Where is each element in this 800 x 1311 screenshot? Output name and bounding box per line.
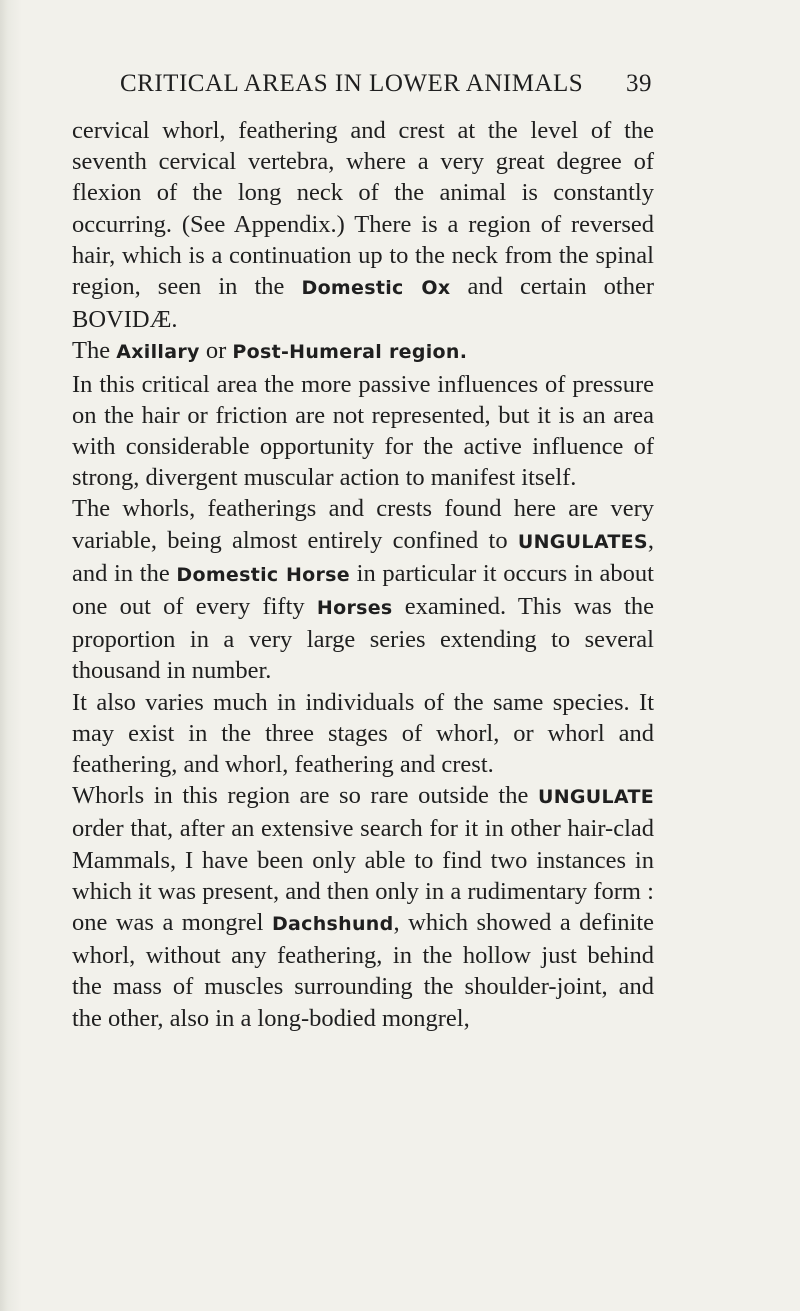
text-run: order that, after an extensive search for it in other hair-clad Mammals, I have been only able to find two instances in which it was present, and then only in a rudimentary form : one was a mongrel: [72, 815, 654, 937]
text-run: cervical whorl, feathering and crest at the level of the seventh cervical vertebra, where a very great degree of flexion of the long neck of the animal is constantly occurring. (See Appendix.) There is a region of reversed hair, which is a continuation up to the neck from the spinal region, seen in the: [72, 117, 654, 301]
text-run: The whorls, featherings and crests found here are very variable, being almost entirely confined to: [72, 495, 654, 554]
text-run: The: [72, 337, 117, 365]
emphasized-term: Domestic Horse: [176, 563, 350, 586]
emphasized-term: UNGULATE: [537, 786, 654, 809]
text-run: In this critical area the more passive influences of pressure on the hair or friction are not represented, but it is an area with considerable opportunity for the active influence of strong, divergent muscular action to manifest itself.: [72, 370, 654, 492]
text-run: and certain other BOVIDÆ.: [72, 273, 654, 334]
text-run: in particular it occurs in about one out of every fifty: [72, 559, 654, 621]
body-text: [72, 115, 654, 1034]
page-number: 39: [626, 70, 652, 97]
emphasized-term: Post-Humeral region.: [232, 341, 468, 364]
running-header: [120, 70, 652, 98]
paragraph: [72, 687, 654, 781]
paragraph: [72, 780, 654, 1034]
paragraph: [72, 493, 654, 686]
emphasized-term: Domestic Ox: [301, 277, 451, 300]
running-title: CRITICAL AREAS IN LOWER ANIMALS: [120, 70, 584, 97]
paragraph: [72, 335, 654, 368]
text-run: examined. This was the proportion in a very large series extending to several thousand in number.: [72, 593, 654, 685]
emphasized-term: Dachshund: [271, 913, 394, 936]
emphasized-term: Axillary: [116, 341, 200, 364]
text-run: , which showed a definite whorl, without any feathering, in the hollow just behind the mass of muscles surrounding the shoulder-joint, and the other, also in a long-bodied mongrel,: [72, 909, 654, 1032]
paragraph: [72, 369, 654, 494]
text-run: It also varies much in individuals of the same species. It may exist in the three stages of whorl, or whorl and feathering, and whorl, feathering and crest.: [72, 688, 654, 779]
emphasized-term: UNGULATES: [517, 530, 648, 553]
text-run: Whorls in this region are so rare outside the: [72, 782, 538, 810]
text-run: , and in the: [72, 526, 654, 587]
text-run: or: [199, 337, 233, 365]
emphasized-term: Horses: [316, 597, 393, 620]
paragraph: [72, 115, 654, 335]
